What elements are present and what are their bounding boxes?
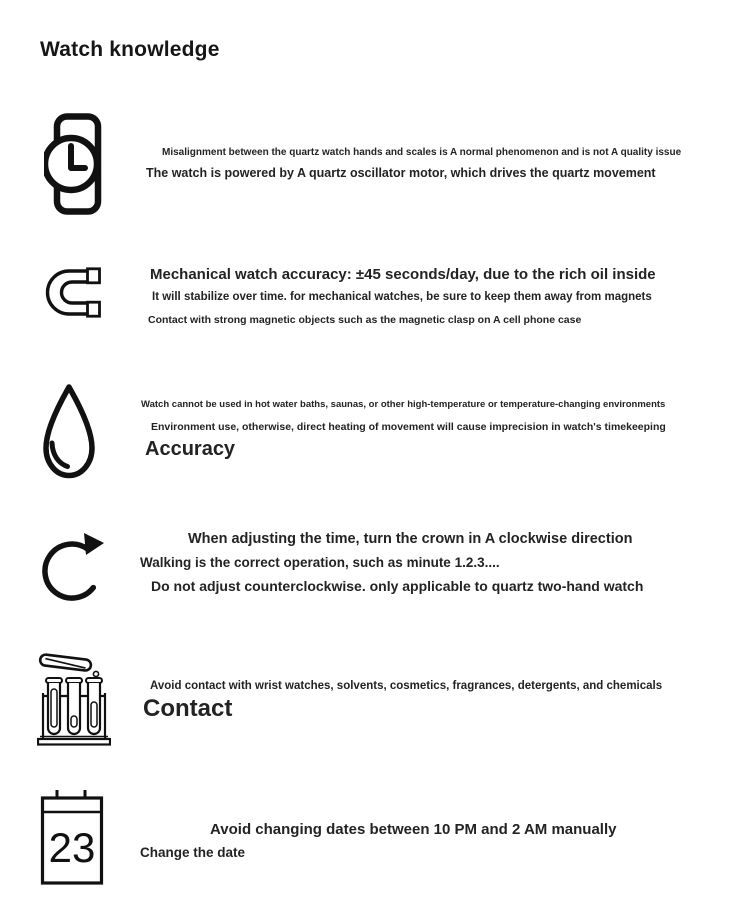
accuracy-heading: Accuracy xyxy=(145,438,236,460)
clockwise-arrow-icon xyxy=(41,527,105,609)
temperature-sub-text: Environment use, otherwise, direct heating of movement will cause imprecision in watch's timekeeping xyxy=(151,421,666,433)
date-sub-text: Change the date xyxy=(140,845,246,860)
water-drop-icon xyxy=(40,382,98,482)
date-main-text: Avoid changing dates between 10 PM and 2 AM manually xyxy=(210,821,617,838)
magnet-sub-text: It will stabilize over time. for mechanical watches, be sure to keep them away from magnets xyxy=(152,291,652,303)
calendar-day-number: 23 xyxy=(48,824,96,871)
page-title: Watch knowledge xyxy=(40,38,220,61)
test-tubes-icon xyxy=(37,649,111,751)
crown-note-text: Do not adjust counterclockwise. only applicable to quartz two-hand watch xyxy=(151,578,644,594)
magnet-note-text: Contact with strong magnetic objects such as the magnetic clasp on A cell phone case xyxy=(148,314,582,326)
magnet-icon xyxy=(42,266,102,330)
temperature-note-text: Watch cannot be used in hot water baths, saunas, or other high-temperature or temperature-changing environments xyxy=(141,399,666,410)
calendar-icon xyxy=(40,789,104,886)
crown-sub-text: Walking is the correct operation, such as minute 1.2.3.... xyxy=(140,555,500,570)
chemicals-main-text: Avoid contact with wrist watches, solvents, cosmetics, fragrances, detergents, and chemicals xyxy=(150,680,663,692)
watch-icon xyxy=(44,113,102,215)
contact-heading: Contact xyxy=(143,695,233,722)
magnet-main-text: Mechanical watch accuracy: ±45 seconds/day, due to the rich oil inside xyxy=(150,266,656,283)
quartz-main-text: The watch is powered by A quartz oscillator motor, which drives the quartz movement xyxy=(146,166,656,180)
crown-main-text: When adjusting the time, turn the crown in A clockwise direction xyxy=(188,531,633,547)
quartz-note-text: Misalignment between the quartz watch hands and scales is A normal phenomenon and is not A quality issue xyxy=(162,147,682,158)
